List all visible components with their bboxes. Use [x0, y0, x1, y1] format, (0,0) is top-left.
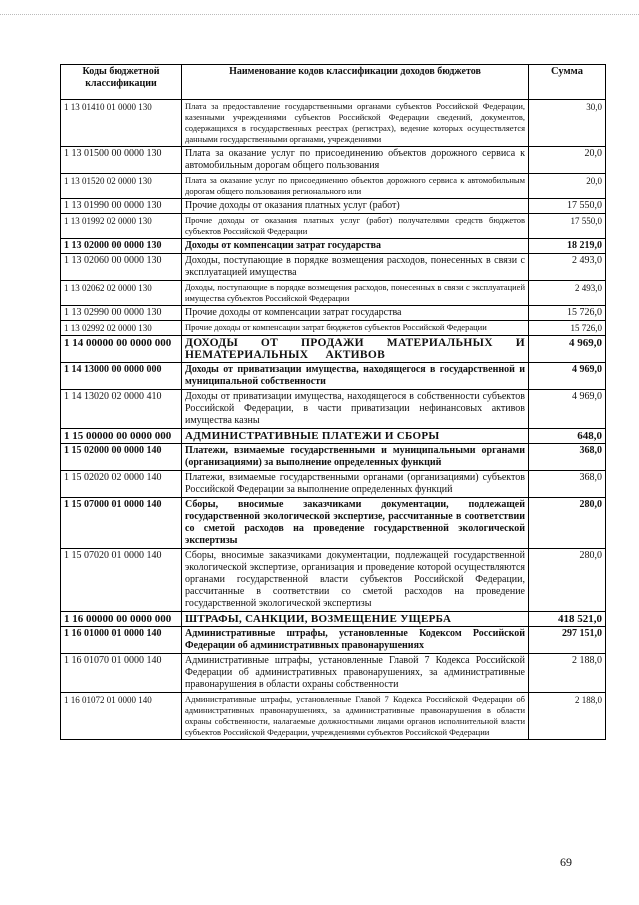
- row-code: 1 15 02020 02 0000 140: [61, 471, 182, 498]
- row-sum: 17 550,0: [529, 214, 606, 239]
- table-row: [61, 147, 606, 174]
- table-row: [61, 654, 606, 693]
- row-name: ДОХОДЫ ОТ ПРОДАЖИ МАТЕРИАЛЬНЫХ И НЕМАТЕРИАЛЬНЫХ АКТИВОВ: [182, 336, 529, 363]
- row-code: 1 13 02000 00 0000 130: [61, 239, 182, 254]
- row-sum: 17 550,0: [529, 199, 606, 214]
- row-sum: 20,0: [529, 147, 606, 174]
- row-code: 1 16 00000 00 0000 000: [61, 612, 182, 627]
- row-code: 1 13 02062 02 0000 130: [61, 281, 182, 306]
- table-row: [61, 693, 606, 740]
- table-row: [61, 306, 606, 321]
- table-row: [61, 429, 606, 444]
- row-code: 1 14 13020 02 0000 410: [61, 390, 182, 429]
- row-sum: 2 188,0: [529, 693, 606, 740]
- table-row: [61, 100, 606, 147]
- row-code: 1 13 02060 00 0000 130: [61, 254, 182, 281]
- row-code: 1 13 01520 02 0000 130: [61, 174, 182, 199]
- row-code: 1 14 13000 00 0000 000: [61, 363, 182, 390]
- row-sum: 2 188,0: [529, 654, 606, 693]
- row-code: 1 15 00000 00 0000 000: [61, 429, 182, 444]
- row-name: Платежи, взимаемые государственными органами (организациями) субъектов Российской Федерации за выполнение определенных функций: [182, 471, 529, 498]
- row-code: 1 13 01410 01 0000 130: [61, 100, 182, 147]
- row-code: 1 13 01992 02 0000 130: [61, 214, 182, 239]
- table-header-row: [61, 65, 606, 100]
- table-row: [61, 390, 606, 429]
- table-row: [61, 612, 606, 627]
- table-row: [61, 336, 606, 363]
- row-sum: 4 969,0: [529, 336, 606, 363]
- row-name: АДМИНИСТРАТИВНЫЕ ПЛАТЕЖИ И СБОРЫ: [182, 429, 529, 444]
- table-row: [61, 363, 606, 390]
- row-sum: 368,0: [529, 444, 606, 471]
- row-name: Административные штрафы, установленные Главой 7 Кодекса Российской Федерации об административных правонарушениях, за административные правонарушения в области охраны собственности: [182, 654, 529, 693]
- row-sum: 280,0: [529, 498, 606, 549]
- row-code: 1 13 01500 00 0000 130: [61, 147, 182, 174]
- row-name: Платежи, взимаемые государственными и муниципальными органами (организациями) за выполнение определенных функций: [182, 444, 529, 471]
- row-name: Прочие доходы от компенсации затрат бюджетов субъектов Российской Федерации: [182, 321, 529, 336]
- row-name: Доходы от компенсации затрат государства: [182, 239, 529, 254]
- table-row: [61, 321, 606, 336]
- row-code: 1 13 01990 00 0000 130: [61, 199, 182, 214]
- row-sum: 2 493,0: [529, 254, 606, 281]
- row-name: Доходы от приватизации имущества, находящегося в государственной и муниципальной собственности: [182, 363, 529, 390]
- row-name: Сборы, вносимые заказчиками документации, подлежащей государственной экологической экспертизе, рассчитанные в соответствии со сметой расходов на проведение государственной экологической экспертизы: [182, 498, 529, 549]
- row-code: 1 16 01070 01 0000 140: [61, 654, 182, 693]
- row-code: 1 15 07000 01 0000 140: [61, 498, 182, 549]
- row-sum: 648,0: [529, 429, 606, 444]
- table-row: [61, 498, 606, 549]
- table-row: [61, 444, 606, 471]
- row-sum: 4 969,0: [529, 363, 606, 390]
- row-name: Доходы от приватизации имущества, находящегося в собственности субъектов Российской Федерации, в части приватизации нефинансовых активов имущества казны: [182, 390, 529, 429]
- row-sum: 4 969,0: [529, 390, 606, 429]
- table-row: [61, 549, 606, 612]
- row-name: Плата за оказание услуг по присоединению объектов дорожного сервиса к автомобильным дорогам общего пользования: [182, 147, 529, 174]
- page-number: 69: [560, 855, 572, 869]
- row-code: 1 13 02990 00 0000 130: [61, 306, 182, 321]
- row-name: Доходы, поступающие в порядке возмещения расходов, понесенных в связи с эксплуатацией имущества субъектов Российской Федерации: [182, 281, 529, 306]
- row-code: 1 16 01072 01 0000 140: [61, 693, 182, 740]
- row-code: 1 13 02992 02 0000 130: [61, 321, 182, 336]
- row-sum: 280,0: [529, 549, 606, 612]
- row-sum: 15 726,0: [529, 321, 606, 336]
- row-sum: 15 726,0: [529, 306, 606, 321]
- row-name: ШТРАФЫ, САНКЦИИ, ВОЗМЕЩЕНИЕ УЩЕРБА: [182, 612, 529, 627]
- row-name: Доходы, поступающие в порядке возмещения расходов, понесенных в связи с эксплуатацией имущества: [182, 254, 529, 281]
- table-row: [61, 281, 606, 306]
- table-row: [61, 174, 606, 199]
- table-row: [61, 199, 606, 214]
- scan-top-edge: [0, 0, 639, 15]
- row-name: Прочие доходы от компенсации затрат государства: [182, 306, 529, 321]
- table-row: [61, 214, 606, 239]
- row-name: Прочие доходы от оказания платных услуг (работ) получателями средств бюджетов субъектов Российской Федерации: [182, 214, 529, 239]
- revenue-classification-table: [60, 64, 606, 740]
- table-row: [61, 239, 606, 254]
- table-row: [61, 627, 606, 654]
- row-code: 1 14 00000 00 0000 000: [61, 336, 182, 363]
- row-code: 1 15 02000 00 0000 140: [61, 444, 182, 471]
- row-sum: 2 493,0: [529, 281, 606, 306]
- row-sum: 30,0: [529, 100, 606, 147]
- row-sum: 18 219,0: [529, 239, 606, 254]
- row-sum: 20,0: [529, 174, 606, 199]
- row-sum: 418 521,0: [529, 612, 606, 627]
- row-code: 1 15 07020 01 0000 140: [61, 549, 182, 612]
- row-sum: 368,0: [529, 471, 606, 498]
- header-name: Наименование кодов классификации доходов бюджетов: [182, 65, 529, 100]
- table-row: [61, 471, 606, 498]
- row-name: Прочие доходы от оказания платных услуг (работ): [182, 199, 529, 214]
- row-name: Сборы, вносимые заказчиками документации, подлежащей государственной экологической экспертизе, организация и проведение которой осуществляются органами государственной власти субъектов Российской Федерации, рассчитанные в соответствии со сметой расходов на проведение государственной экологической экспертизы: [182, 549, 529, 612]
- row-name: Административные штрафы, установленные Кодексом Российской Федерации об административных правонарушениях: [182, 627, 529, 654]
- row-name: Плата за оказание услуг по присоединению объектов дорожного сервиса к автомобильным дорогам общего пользования регионального или: [182, 174, 529, 199]
- row-name: Административные штрафы, установленные Главой 7 Кодекса Российской Федерации об административных правонарушениях, за административные правонарушения в области охраны собственности, налагаемые должностными лицами органов исполнительной власти субъектов Российской Федерации, учреждениями субъектов Российской Федерации: [182, 693, 529, 740]
- header-sum: Сумма: [529, 65, 606, 100]
- row-name: Плата за предоставление государственными органами субъектов Российской Федерации, казенными учреждениями субъектов Российской Федерации сведений, документов, содержащихся в государственных реестрах (регистрах), ведение которых осуществляется данными государственными органами, учреждениями: [182, 100, 529, 147]
- header-code: Коды бюджетной классификации: [61, 65, 182, 100]
- table-row: [61, 254, 606, 281]
- row-sum: 297 151,0: [529, 627, 606, 654]
- row-code: 1 16 01000 01 0000 140: [61, 627, 182, 654]
